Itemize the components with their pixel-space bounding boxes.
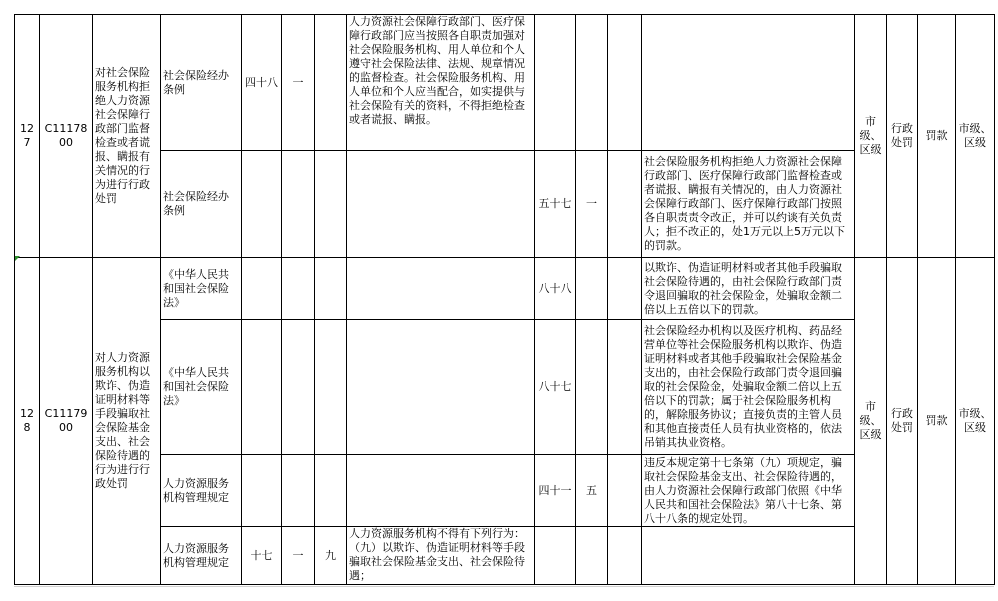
basis-item [315, 455, 347, 527]
basis-item [315, 258, 347, 320]
basis-article: 四十八 [242, 15, 282, 151]
law-name: 《中华人民共和国社会保险法》 [161, 320, 242, 455]
action-type: 行政处罚 [887, 258, 918, 585]
row-number: 127 [15, 15, 40, 258]
penalty-kind: 罚款 [918, 258, 956, 585]
basis-item: 九 [315, 527, 347, 585]
basis-clause: 一 [282, 15, 315, 151]
table-row [15, 151, 995, 258]
penalty-article [535, 527, 576, 585]
basis-clause: 一 [282, 527, 315, 585]
scope-level: 市级、区级 [956, 258, 995, 585]
item-name: 对社会保险服务机构拒绝人力资源社会保障行政部门监督检查或者谎报、瞒报有关情况的行为进行行政处罚 [93, 15, 161, 258]
basis-item [315, 15, 347, 151]
penalty-content: 违反本规定第十七条第（九）项规定，骗取社会保险基金支出、社会保险待遇的，由人力资源社会保障行政部门依照《中华人民共和国社会保险法》第八十七条、第八十八条的规定处罚。 [642, 455, 855, 527]
item-name: 对人力资源服务机构以欺诈、伪造证明材料等手段骗取社会保险基金支出、社会保险待遇的行为进行行政处罚 [93, 258, 161, 585]
penalty-clause [576, 527, 608, 585]
table-row [15, 455, 995, 527]
basis-clause [282, 320, 315, 455]
penalty-clause [576, 15, 608, 151]
law-name: 《中华人民共和国社会保险法》 [161, 258, 242, 320]
penalty-clause [576, 320, 608, 455]
penalty-item [608, 527, 642, 585]
action-type: 行政处罚 [887, 15, 918, 258]
penalty-content: 以欺诈、伪造证明材料或者其他手段骗取社会保险待遇的，由社会保险行政部门责令退回骗取的社会保险金，处骗取金额二倍以上五倍以下的罚款。 [642, 258, 855, 320]
penalty-clause: 五 [576, 455, 608, 527]
enforcement-level: 市级、区级 [855, 15, 887, 258]
basis-article: 十七 [242, 527, 282, 585]
basis-content [347, 258, 535, 320]
penalty-article [535, 15, 576, 151]
sheet-bottom-edge [14, 586, 994, 587]
law-name: 人力资源服务机构管理规定 [161, 455, 242, 527]
penalty-clause [576, 258, 608, 320]
basis-item [315, 320, 347, 455]
regulation-table-sheet [14, 14, 994, 586]
law-name: 社会保险经办条例 [161, 15, 242, 151]
enforcement-level: 市级、区级 [855, 258, 887, 585]
basis-article [242, 258, 282, 320]
table-row [15, 527, 995, 585]
basis-content [347, 455, 535, 527]
basis-item [315, 151, 347, 258]
penalty-content [642, 15, 855, 151]
cell-comment-marker [15, 256, 20, 261]
table-row [15, 320, 995, 455]
regulation-table [14, 14, 995, 585]
basis-content [347, 151, 535, 258]
law-name: 社会保险经办条例 [161, 151, 242, 258]
table-row [15, 258, 995, 320]
penalty-clause: 一 [576, 151, 608, 258]
penalty-article: 八十七 [535, 320, 576, 455]
basis-clause [282, 455, 315, 527]
basis-clause [282, 258, 315, 320]
basis-article [242, 151, 282, 258]
item-code: C1117900 [40, 258, 93, 585]
basis-clause [282, 151, 315, 258]
penalty-item [608, 15, 642, 151]
row-number: 128 [15, 258, 40, 585]
table-row [15, 15, 995, 151]
basis-content: 人力资源社会保障行政部门、医疗保障行政部门应当按照各自职责加强对社会保险服务机构、用人单位和个人遵守社会保险法律、法规、规章情况的监督检查。社会保险服务机构、用人单位和个人应当配合，如实提供与社会保险有关的资料，不得拒绝检查或者谎报、瞒报。 [347, 15, 535, 151]
penalty-item [608, 151, 642, 258]
penalty-article: 八十八 [535, 258, 576, 320]
penalty-kind: 罚款 [918, 15, 956, 258]
penalty-content: 社会保险经办机构以及医疗机构、药品经营单位等社会保险服务机构以欺诈、伪造证明材料或者其他手段骗取社会保险基金支出的，由社会保险行政部门责令退回骗取的社会保险金，处骗取金额二倍以上五倍以下的罚款；属于社会保险服务机构的，解除服务协议；直接负责的主管人员和其他直接责任人员有执业资格的，依法吊销其执业资格。 [642, 320, 855, 455]
penalty-content: 社会保险服务机构拒绝人力资源社会保障行政部门、医疗保障行政部门监督检查或者谎报、瞒报有关情况的，由人力资源社会保障行政部门、医疗保障行政部门按照各自职责责令改正，并可以约谈有关负责人；拒不改正的，处1万元以上5万元以下的罚款。 [642, 151, 855, 258]
penalty-article: 四十一 [535, 455, 576, 527]
basis-article [242, 320, 282, 455]
penalty-item [608, 258, 642, 320]
item-code: C1117800 [40, 15, 93, 258]
scope-level: 市级、区级 [956, 15, 995, 258]
penalty-content [642, 527, 855, 585]
law-name: 人力资源服务机构管理规定 [161, 527, 242, 585]
basis-article [242, 455, 282, 527]
penalty-item [608, 455, 642, 527]
basis-content: 人力资源服务机构不得有下列行为：（九）以欺诈、伪造证明材料等手段骗取社会保险基金支出、社会保险待遇； [347, 527, 535, 585]
basis-content [347, 320, 535, 455]
penalty-item [608, 320, 642, 455]
penalty-article: 五十七 [535, 151, 576, 258]
